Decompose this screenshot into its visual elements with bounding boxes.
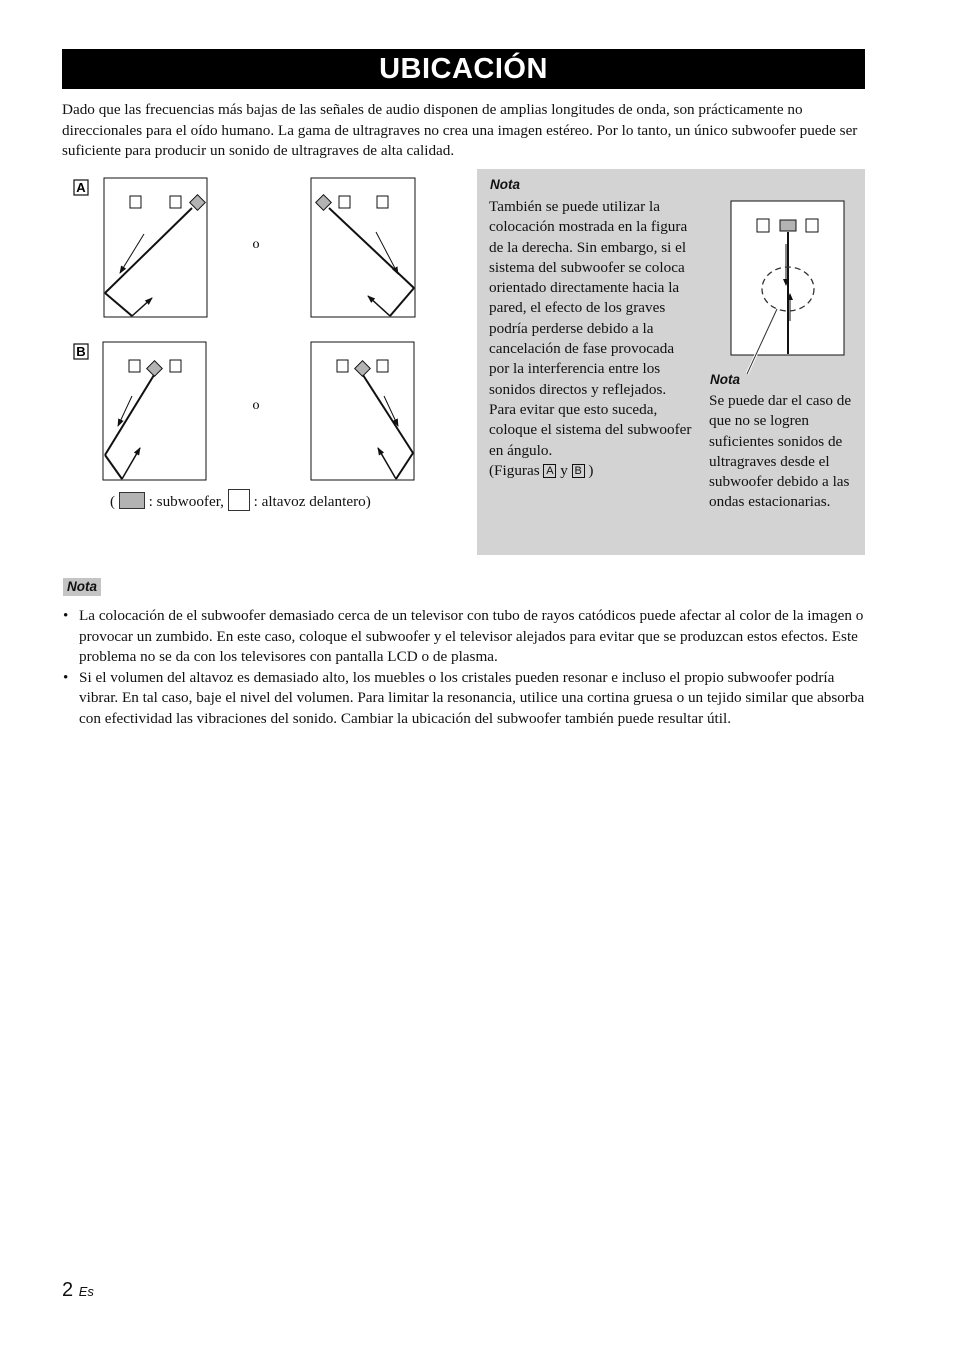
front-speaker-swatch	[228, 489, 250, 511]
or-text-a: o	[252, 237, 260, 252]
diagram-b-right	[311, 342, 414, 480]
diagram-legend: ( : subwoofer, : altavoz delantero)	[110, 489, 371, 513]
diagram-b-left	[103, 342, 206, 480]
svg-text:A: A	[76, 180, 86, 195]
nota-item: • La colocación de el subwoofer demasiado cerca de un televisor con tubo de rayos catódicos puede afectar al color de la imagen o provocar un zumbido. En este caso, coloque el subwoofer y el televisor alejados para evitar que se produzcan estos efectos. Este problema no se da con los televisores con pantalla LCD o de plasma.	[62, 606, 865, 668]
page-title: UBICACIÓN	[62, 49, 865, 89]
figure-ref-b: B	[572, 464, 585, 478]
placement-diagrams	[62, 170, 462, 530]
diagram-a-left	[104, 178, 207, 317]
diagram-a-right	[311, 178, 415, 317]
inner-nota-body: Se puede dar el caso de que no se logren suficientes sonidos de ultragraves desde el subwoofer debido a las ondas estacionarias.	[709, 392, 852, 511]
subwoofer-swatch	[119, 492, 145, 509]
figure-ref-a: A	[543, 464, 556, 478]
nota-list	[62, 606, 865, 729]
nota-item: • Si el volumen del altavoz es demasiado alto, los muebles o los cristales pueden resonar e incluso el propio subwoofer podría vibrar. En tal caso, baje el nivel del volumen. Para limitar la resonancia, utilice una cortina gruesa o un tejido similar que absorba con efectividad las vibraciones del sonido. Cambiar la ubicación del subwoofer también puede resultar útil.	[62, 668, 865, 730]
standing-wave-diagram	[729, 199, 849, 379]
page-language: Es	[78, 1284, 94, 1299]
intro-paragraph: Dado que las frecuencias más bajas de las señales de audio disponen de amplias longitudes de onda, son prácticamente no direccionales para el oído humano. La gama de ultragraves no crea una imagen estéreo. Por lo tanto, un único subwoofer puede ser suficiente para producir un sonido de ultragraves de alta calidad.	[62, 101, 858, 159]
nota-label: Nota	[63, 578, 101, 596]
inner-nota-label: Nota	[710, 372, 740, 387]
svg-text:B: B	[76, 344, 86, 359]
legend-front-speaker: : altavoz delantero)	[253, 493, 371, 510]
or-text-b: o	[252, 398, 260, 413]
note-panel	[477, 169, 865, 555]
legend-subwoofer: : subwoofer,	[148, 493, 224, 510]
panel-body: También se puede utilizar la colocación mostrada en la figura de la derecha. Sin embargo, si el sistema del subwoofer se coloca orientado directamente hacia la pared, el efecto de los graves podría perderse debido a la cancelación de fase provocada por la interferencia entre los sonidos directos y reflejados. Para evitar que esto suceda, coloque el sistema del subwoofer en ángulo. (Figuras A y B )	[489, 198, 692, 479]
figure-label-a	[74, 180, 88, 195]
figure-label-b	[74, 344, 88, 359]
panel-nota-label: Nota	[490, 177, 520, 192]
page-number: 2	[62, 1279, 74, 1301]
page-footer	[62, 1279, 94, 1302]
